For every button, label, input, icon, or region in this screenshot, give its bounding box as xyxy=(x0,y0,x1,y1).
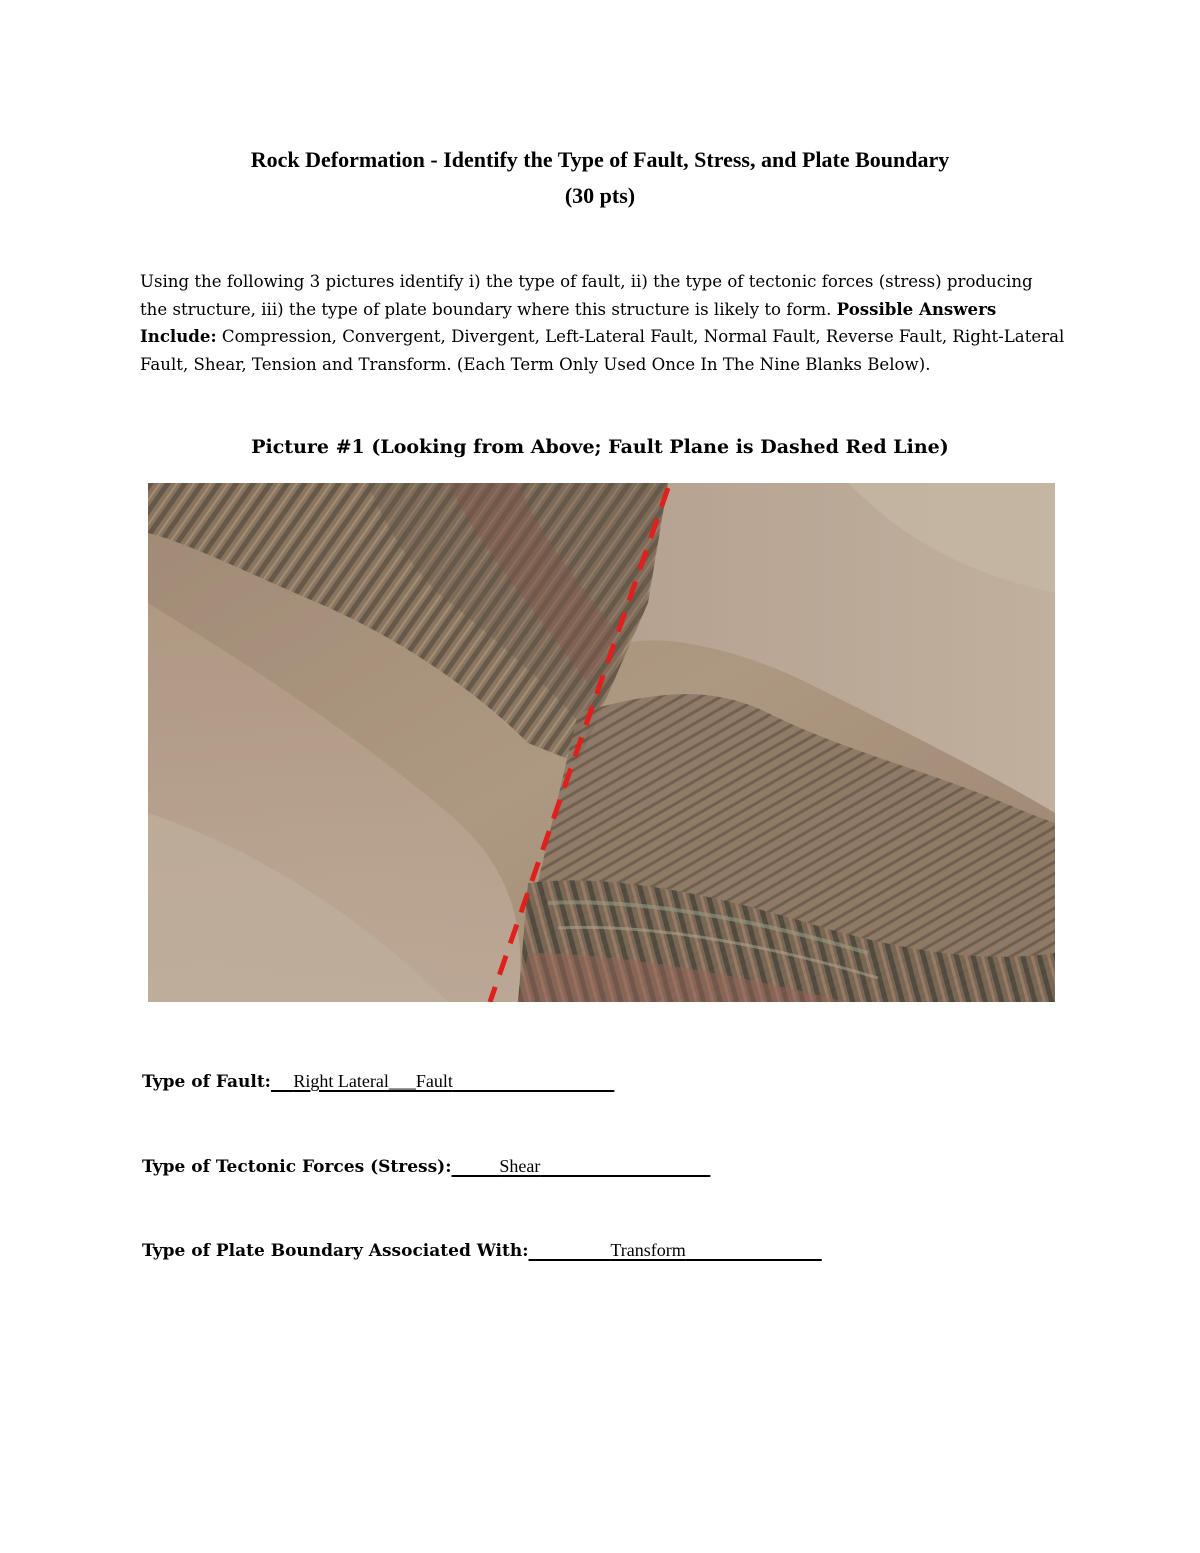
possible-answers-label: Possible Answers Include: xyxy=(140,298,997,346)
plate-boundary-pre-blank: _________ xyxy=(528,1241,611,1261)
fault-type-pre-blank: __ xyxy=(270,1072,294,1092)
plate-boundary-label: Type of Plate Boundary Associated With: xyxy=(142,1241,529,1261)
answer-fault-type xyxy=(142,1069,614,1094)
fault-type-label: Type of Fault: xyxy=(142,1072,271,1092)
plate-boundary-post-blank: ________________ xyxy=(685,1241,822,1261)
answer-plate-boundary xyxy=(142,1238,822,1263)
stress-type-value[interactable]: Shear xyxy=(499,1156,541,1176)
fault-type-post-blank: ___________________ xyxy=(452,1072,615,1092)
stress-type-label: Type of Tectonic Forces (Stress): xyxy=(142,1157,452,1177)
picture-1-heading: Picture #1 (Looking from Above; Fault Plane is Dashed Red Line) xyxy=(251,436,949,458)
document-title: Rock Deformation - Identify the Type of Fault, Stress, and Plate Boundary xyxy=(250,147,950,172)
picture-1-aerial-photo xyxy=(148,483,1055,1002)
possible-answers-list: Compression, Convergent, Divergent, Left-Lateral Fault, Normal Fault, Reverse Fault, Right-Lateral Fault, Shear, Tension and Transform. (Each Term Only Used Once In The Nine Blanks Below). xyxy=(140,327,1065,374)
fault-type-value[interactable]: Right Lateral___Fault xyxy=(293,1071,453,1091)
plate-boundary-value[interactable]: Transform xyxy=(610,1240,686,1260)
document-points: (30 pts) xyxy=(564,183,636,208)
stress-type-post-blank: ____________________ xyxy=(540,1157,711,1177)
stress-type-pre-blank: _____ xyxy=(451,1157,500,1177)
instructions-text: Using the following 3 pictures identify i) the type of fault, ii) the type of tectonic forces (stress) producing the structure, iii) the type of plate boundary where this structure is likely to form. xyxy=(140,272,1033,319)
answer-stress-type xyxy=(142,1154,710,1179)
instructions-paragraph xyxy=(140,268,1065,378)
